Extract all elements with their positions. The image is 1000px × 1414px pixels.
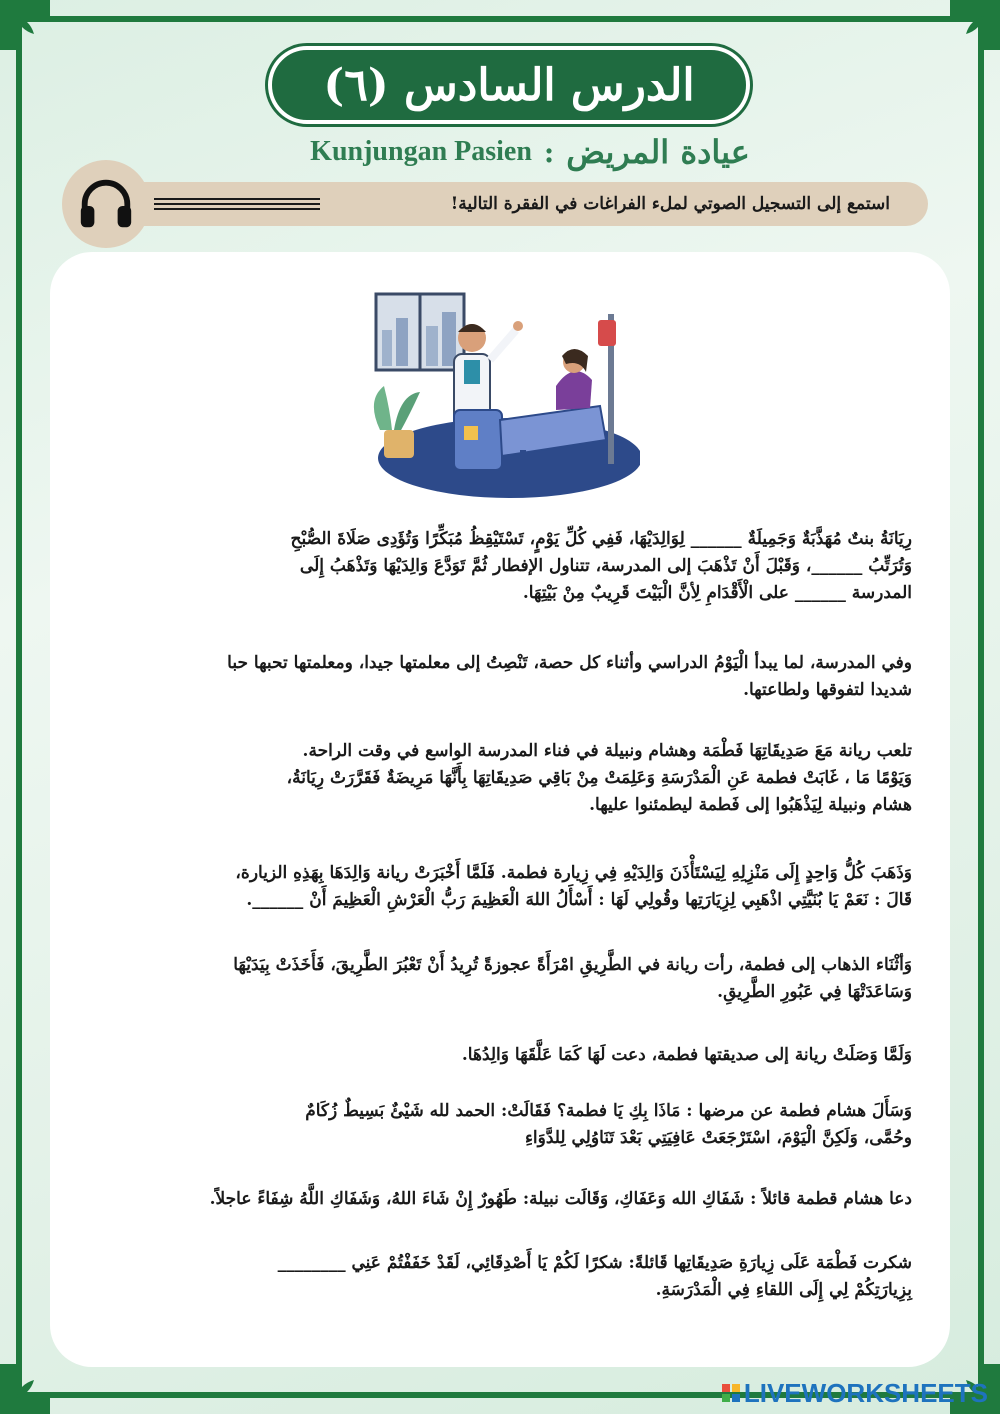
liveworksheets-logo xyxy=(722,1378,988,1408)
frame-left-border xyxy=(16,0,22,1414)
paragraph-line: وَأثْنَاء الذهاب إلى فطمة، رأت ريانة في الطَّرِيقِ امْرَأَةً عجوزةً تُرِيدُ أَنْ تَعْبُرَ الطَّرِيقَ، فَأَخَذَتْ بِيَدَيْهَا xyxy=(233,955,912,975)
paragraph-line: وَذَهَبَ كُلُّ وَاحِدٍ إِلَى مَنْزِلِهِ لِيَسْتَأْذَنَ وَالِدَيْهِ فِي زِيارة فطمة. فَلَمَّا أَخْبَرَتْ ريانة وَالِدَهَا بِهَذِهِ الزيارة، xyxy=(235,863,912,883)
paragraph-line: وَتُرَتِّبُ ______، وَقَبْلَ أَنْ تَذْهَبَ إلى المدرسة، تتناول الإفطار ثُمَّ تَوَدَّعَ وَالِدَيْهَا وَتَذْهَبُ إِلَى xyxy=(299,556,912,576)
paragraph-line: وَلَمَّا وَصَلَتْ ريانة إلى صديقتها فطمة، دعت لَهَا كَمَا عَلَّقَهَا وَالِدُهَا. xyxy=(461,1045,912,1065)
paragraph-line: المدرسة ______ على الْأَقْدَامِ لِأنَّ الْبَيْتَ قَرِيبٌ مِنْ بَيْتِهَا. xyxy=(522,583,912,603)
paragraph-6 xyxy=(70,1042,912,1069)
instruction-text: استمع إلى التسجيل الصوتي لملء الفراغات في الفقرة التالية! xyxy=(450,194,890,214)
lesson-title xyxy=(268,46,750,124)
paragraph-line: قَالَ : نَعَمْ يَا بُنَيَّتِي اذْهَبِي لِزِيَارَتِها وقُولِي لَهَا : أَسْأَلُ اللهَ الْعَظِيمَ رَبُّ الْعَرْشِ الْعَظِيمَ أَنْ ______. xyxy=(246,890,912,910)
frame-right-border xyxy=(978,0,984,1414)
corner-ornament-icon xyxy=(0,0,80,80)
lesson-subtitle xyxy=(270,128,790,176)
paragraph-9 xyxy=(70,1250,912,1304)
headphones-icon xyxy=(75,173,137,235)
paragraph-line: بِزِيارَتِكُمْ لِي إِلَى اللقاءِ فِي الْمَدْرَسَةِ. xyxy=(655,1280,912,1300)
paragraph-line: دعا هشام قطمة قائلاً : شَفَاكِ الله وَعَفَاكِ، وَقَالَت نبيلة: طَهُورٌ إِنْ شَاءَ اللهُ، وَشَفَاكِ اللَّهُ شِفَاءً عاجلاً. xyxy=(209,1189,912,1209)
audio-player-button[interactable] xyxy=(62,160,150,248)
lesson-title-text: الدرس السادس (٦) xyxy=(323,59,695,111)
paragraph-2 xyxy=(70,650,912,704)
hospital-patient-illustration xyxy=(360,290,640,498)
paragraph-line: وحُمَّى، وَلَكِنَّ الْيَوْمَ، اسْتَرْجَعَتْ عَافِيَتِي بَعْدَ تَنَاوُلِي لِلدَّوَاءِ xyxy=(524,1128,912,1148)
paragraph-line: هشام ونبيلة لِيَذْهَبُوا إلى فَطمة ليطمئنوا عليها. xyxy=(589,795,912,815)
paragraph-3 xyxy=(70,738,912,819)
paragraph-line: وَيَوْمًا مَا ، غَابَتْ فطمة عَنِ الْمَدْرَسَةِ وَعَلِمَتْ مِنْ بَاقِي صَدِيقَاتِهَا بِأَنَّهَا مَرِيضَةٌ فَقَرَّرَتْ رِيَانَةُ، xyxy=(286,768,912,788)
corner-ornament-icon xyxy=(920,0,1000,80)
instruction-decorative-lines xyxy=(154,198,320,210)
paragraph-line: رِيَانَةُ بنتٌ مُهَذَّبَةٌ وَجَمِيلَةٌ ______ لِوَالِدَيْهَا، فَفِي كُلِّ يَوْمٍ، تَسْتَيْقِظُ مُبَكِّرًا وَتُؤَدِى صَلَاةَ الصُّبْحِ xyxy=(290,529,912,549)
subtitle-colon: : xyxy=(543,135,555,169)
paragraph-4 xyxy=(70,860,912,914)
subtitle-latin: Kunjungan Pasien xyxy=(310,136,532,167)
paragraph-1 xyxy=(70,526,912,607)
frame-top-border xyxy=(0,16,1000,22)
instruction-bar xyxy=(96,182,928,226)
paragraph-line: شكرت فَطْمَة عَلَى زِيارَةِ صَدِيقَاتِها قَائلةً: شكرًا لَكُمْ يَا أَصْدِقَائِي، لَقَدْ خَفَفْتُمْ عَنِي ________ xyxy=(277,1253,912,1273)
paragraph-5 xyxy=(70,952,912,1006)
paragraph-line: وَسَأَلَ هشام فطمة عن مرضها : مَاذَا بِكِ يَا فطمة؟ فَقَالَتْ: الحمد لله شَيْئٌ بَسِيطٌ زُكَامٌ xyxy=(305,1101,912,1121)
watermark-text: LIVEWORKSHEETS xyxy=(743,1377,988,1408)
paragraph-line: وفي المدرسة، لما يبدأ الْيَوْمُ الدراسي وأثناء كل حصة، تَنْصِتُ إلى معلمتها جيدا، ومعلمتها تحبها حبا xyxy=(227,653,912,673)
paragraph-7 xyxy=(70,1098,912,1152)
paragraph-line: شديدا لتفوقها ولطاعتها. xyxy=(743,680,912,700)
paragraph-line: تلعب ريانة مَعَ صَدِيقَاتِهَا فَطْمَة وهشام ونبيلة في فناء المدرسة الواسع في وقت الراحة. xyxy=(302,741,912,761)
paragraph-8 xyxy=(70,1186,912,1213)
subtitle-arabic: عيادة المريض xyxy=(566,133,750,171)
liveworksheets-logo-icon xyxy=(722,1384,740,1402)
paragraph-line: وَسَاعَدَتْهَا فِي عَبُورِ الطَّرِيقِ. xyxy=(717,982,912,1002)
